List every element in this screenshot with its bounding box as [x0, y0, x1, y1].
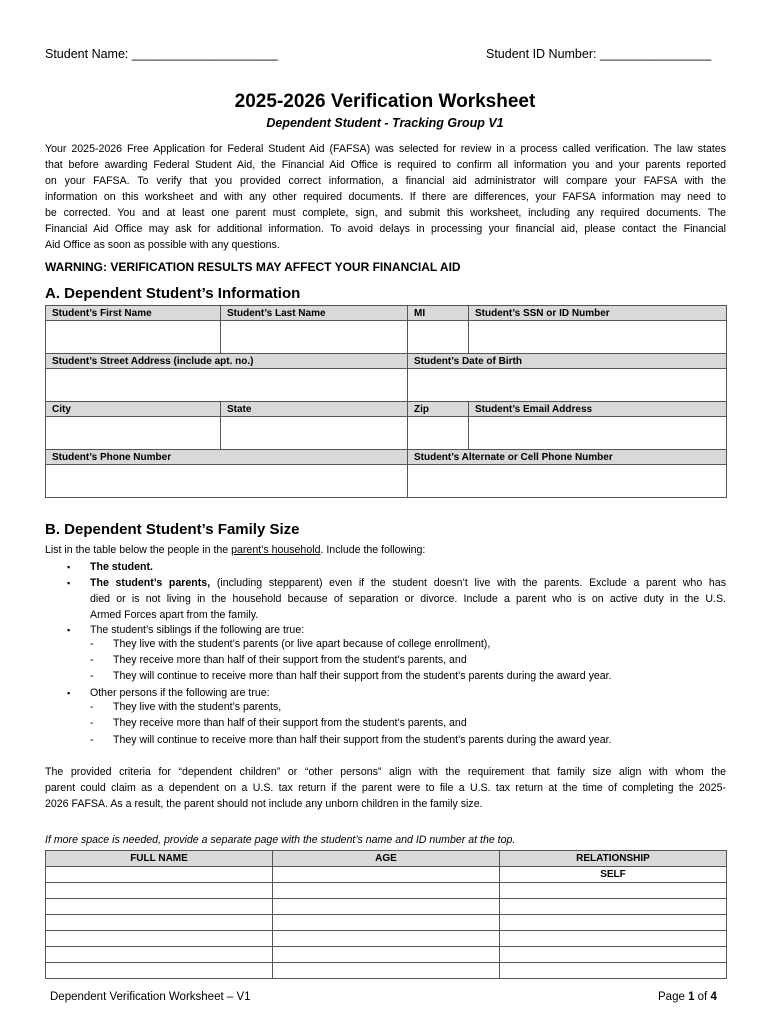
state-input[interactable]	[221, 417, 408, 450]
siblings-criterion: They live with the student’s parents (or live apart because of college enrollment),	[113, 638, 491, 650]
table-row	[46, 899, 727, 915]
relationship-cell[interactable]	[500, 883, 727, 899]
warning-text: WARNING: VERIFICATION RESULTS MAY AFFECT YOUR FINANCIAL AID	[45, 260, 461, 274]
intro-line: Financial Aid Office may ask for additional information. To avoid delays in processing your financial aid, please contact the Financial	[45, 223, 726, 235]
bullet-icon: ▪	[67, 625, 71, 635]
name-cell[interactable]	[46, 915, 273, 931]
student-name-field[interactable]: Student Name: _____________________	[45, 47, 278, 61]
relationship-cell[interactable]	[500, 947, 727, 963]
mi-input[interactable]	[408, 321, 469, 354]
intro-line: that before awarding Federal Student Aid, the Financial Aid Office is required to confirm all information you and your parents reported	[45, 159, 726, 171]
other-persons-criterion: They will continue to receive more than half their support from the student’s parents during the award year.	[113, 734, 612, 746]
table-row	[46, 867, 727, 883]
zip-input[interactable]	[408, 417, 469, 450]
ssn-label: Student’s SSN or ID Number	[469, 306, 727, 321]
first-name-input[interactable]	[46, 321, 221, 354]
page-title: 2025-2026 Verification Worksheet	[234, 91, 536, 112]
intro-line: on your FAFSA. To verify that you provided correct information, a financial aid administrator will compare your FAFSA with the	[45, 175, 726, 187]
bullet-other-persons: Other persons if the following are true:	[90, 687, 270, 699]
name-cell[interactable]	[46, 931, 273, 947]
section-b-intro	[45, 544, 425, 556]
relationship-cell[interactable]	[500, 931, 727, 947]
bullet-siblings: The student’s siblings if the following are true:	[90, 624, 305, 636]
dash-icon: -	[90, 734, 94, 746]
age-cell[interactable]	[273, 947, 500, 963]
table-row	[46, 883, 727, 899]
name-cell[interactable]	[46, 883, 273, 899]
other-persons-criterion: They receive more than half of their support from the student’s parents, and	[113, 717, 467, 729]
intro-paragraph	[45, 141, 726, 253]
dash-icon: -	[90, 717, 94, 729]
col-full-name: FULL NAME	[46, 851, 273, 867]
relationship-self-cell: SELF	[500, 867, 727, 883]
age-cell[interactable]	[273, 963, 500, 979]
ssn-input[interactable]	[469, 321, 727, 354]
state-label: State	[221, 402, 408, 417]
page-total: 4	[710, 991, 717, 1003]
bullet-student: The student.	[90, 561, 153, 573]
intro-text-pre: List in the table below the people in the	[45, 544, 232, 556]
extra-space-note: If more space is needed, provide a separate page with the student’s name and ID number at the top.	[45, 834, 516, 846]
last-name-label: Student’s Last Name	[221, 306, 408, 321]
bullet-icon: ▪	[67, 578, 71, 588]
student-info-table	[45, 305, 727, 498]
table-row	[46, 931, 727, 947]
bullet-icon: ▪	[67, 688, 71, 698]
section-a-title: A. Dependent Student’s Information	[45, 285, 301, 302]
parents-household-link: parent’s household	[231, 544, 321, 556]
name-cell[interactable]	[46, 899, 273, 915]
other-persons-criterion: They live with the student’s parents,	[113, 701, 282, 713]
address-input[interactable]	[46, 369, 408, 402]
age-cell[interactable]	[273, 931, 500, 947]
table-row	[46, 963, 727, 979]
bullet-parents-text: (including stepparent) even if the student doesn’t live with the parents. Exclude a parent who has	[210, 577, 726, 589]
intro-line: information on this worksheet and with any other required documents. If there are differences, your FAFSA information may need to	[45, 191, 726, 203]
relationship-cell[interactable]	[500, 899, 727, 915]
age-cell[interactable]	[273, 867, 500, 883]
first-name-label: Student’s First Name	[46, 306, 221, 321]
name-cell[interactable]	[46, 947, 273, 963]
last-name-input[interactable]	[221, 321, 408, 354]
bullet-icon: ▪	[67, 562, 71, 572]
section-b-title: B. Dependent Student’s Family Size	[45, 521, 300, 538]
alt-phone-label: Student’s Alternate or Cell Phone Number	[408, 450, 727, 465]
criteria-line: The provided criteria for “dependent children” or “other persons” align with the requirement that family size align with whom the	[45, 766, 726, 778]
dash-icon: -	[90, 670, 94, 682]
relationship-cell[interactable]	[500, 963, 727, 979]
col-relationship: RELATIONSHIP	[500, 851, 727, 867]
criteria-line: parent could claim as a dependent on a U.S. tax return if the parent were to file a U.S. tax return at the time of completing the 2025-	[45, 782, 726, 794]
bullet-parents-line3: Armed Forces apart from the family.	[90, 609, 259, 621]
dob-input[interactable]	[408, 369, 727, 402]
phone-input[interactable]	[46, 465, 408, 498]
intro-line: be corrected. You and at least one parent must complete, sign, and submit this worksheet, including any required documents. The	[45, 207, 726, 219]
footer-doc-name: Dependent Verification Worksheet – V1	[50, 991, 251, 1003]
dob-label: Student’s Date of Birth	[408, 354, 727, 369]
dash-icon: -	[90, 638, 94, 650]
email-label: Student’s Email Address	[469, 402, 727, 417]
name-cell[interactable]	[46, 963, 273, 979]
zip-label: Zip	[408, 402, 469, 417]
bullet-parents-line1	[90, 575, 726, 591]
email-input[interactable]	[469, 417, 727, 450]
dash-icon: -	[90, 654, 94, 666]
siblings-criterion: They will continue to receive more than half their support from the student’s parents during the award year.	[113, 670, 612, 682]
table-row	[46, 947, 727, 963]
bullet-parents-line2: died or is not living in the household because of separation or divorce. Include a parent who is on active duty in the U.S.	[90, 593, 726, 605]
phone-label: Student’s Phone Number	[46, 450, 408, 465]
page-subtitle: Dependent Student - Tracking Group V1	[266, 116, 504, 130]
dash-icon: -	[90, 701, 94, 713]
city-label: City	[46, 402, 221, 417]
age-cell[interactable]	[273, 883, 500, 899]
family-size-table	[45, 850, 727, 979]
criteria-paragraph	[45, 764, 726, 812]
table-row	[46, 915, 727, 931]
age-cell[interactable]	[273, 915, 500, 931]
age-cell[interactable]	[273, 899, 500, 915]
name-cell[interactable]	[46, 867, 273, 883]
relationship-cell[interactable]	[500, 915, 727, 931]
student-id-field[interactable]: Student ID Number: ________________	[486, 47, 712, 61]
page-indicator	[658, 991, 717, 1003]
intro-text-post: . Include the following:	[320, 544, 426, 556]
city-input[interactable]	[46, 417, 221, 450]
page-of: of	[694, 991, 711, 1003]
col-age: AGE	[273, 851, 500, 867]
intro-line: Your 2025-2026 Free Application for Federal Student Aid (FAFSA) was selected for review in a process called verification. The law states	[45, 143, 726, 155]
mi-label: MI	[408, 306, 469, 321]
criteria-line: 2026 FAFSA. As a result, the parent should not include any unborn children in the family size.	[45, 798, 483, 810]
bullet-parents-bold: The student’s parents,	[90, 577, 211, 589]
address-label: Student’s Street Address (include apt. no.)	[46, 354, 408, 369]
alt-phone-input[interactable]	[408, 465, 727, 498]
page-label: Page	[658, 991, 689, 1003]
intro-line: Aid Office as soon as possible with any questions.	[45, 239, 280, 251]
siblings-criterion: They receive more than half of their support from the student’s parents, and	[113, 654, 467, 666]
page-number: 1	[688, 991, 695, 1003]
